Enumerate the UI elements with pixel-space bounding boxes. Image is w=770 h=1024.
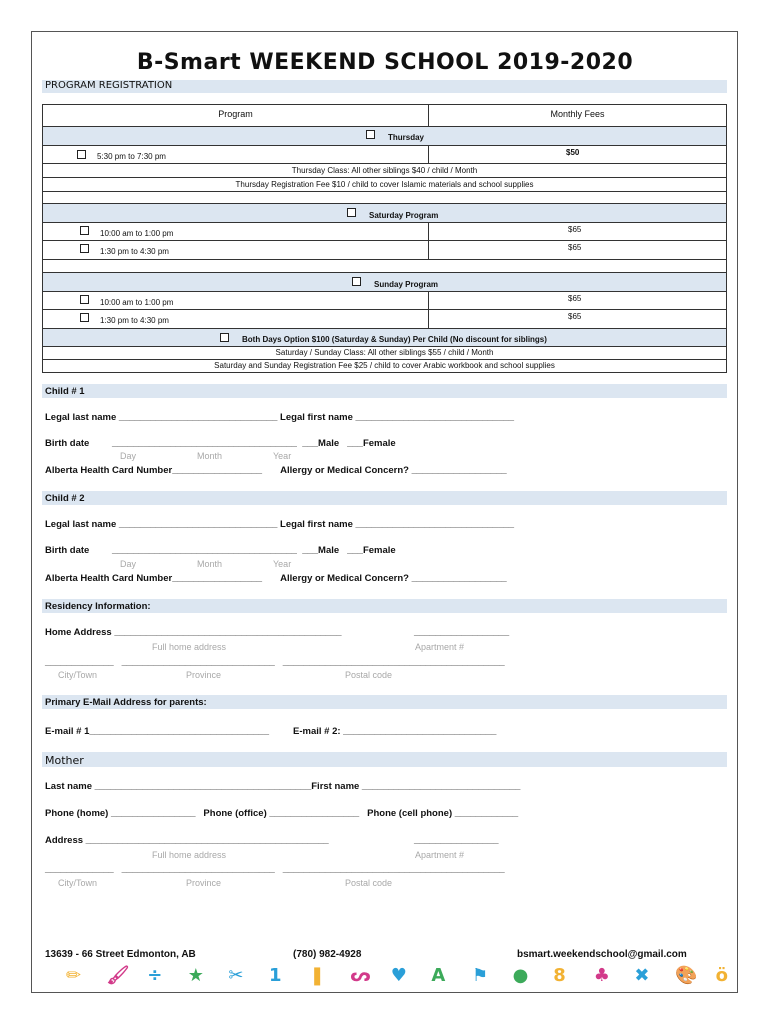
program-registration-heading: PROGRAM REGISTRATION xyxy=(45,80,173,91)
home-address-field[interactable]: Home Address ___________________________________________ xyxy=(45,627,342,638)
sunday-time2-checkbox[interactable] xyxy=(80,313,89,322)
child2-year-hint: Year xyxy=(273,559,292,569)
crayon-icon: ❚ xyxy=(309,965,325,986)
pin-icon: ♣ xyxy=(593,965,610,986)
sunday-fee1: $65 xyxy=(568,294,582,303)
header-program: Program xyxy=(218,109,253,119)
scissors-icon: ✂ xyxy=(228,965,244,986)
mother-heading: Mother xyxy=(45,754,84,767)
saturday-time2: 1:30 pm to 4:30 pm xyxy=(100,247,169,256)
sunday-time2: 1:30 pm to 4:30 pm xyxy=(100,316,169,325)
squiggle-icon: ᔕ xyxy=(350,965,371,986)
saturday-fee1: $65 xyxy=(568,225,582,234)
thursday-note-siblings: Thursday Class: All other siblings $40 / child / Month xyxy=(291,166,478,175)
province-hint: Province xyxy=(186,670,222,680)
both-days-note-siblings: Saturday / Sunday Class: All other siblings $55 / child / Month xyxy=(275,348,494,357)
footer-email[interactable]: bsmart.weekendschool@gmail.com xyxy=(517,949,687,960)
thursday-fee: $50 xyxy=(566,148,580,157)
header-monthly-fees: Monthly Fees xyxy=(550,109,605,119)
mother-apartment-hint: Apartment # xyxy=(415,850,465,860)
apple-icon: ● xyxy=(512,965,529,986)
heart-icon: ♥ xyxy=(390,965,407,986)
sunday-label: Sunday Program xyxy=(374,280,439,289)
paintbrush-icon: 🖌 xyxy=(106,965,130,986)
child2-name-fields[interactable]: Legal last name ______________________________ Legal first name ______________________________ xyxy=(45,519,515,530)
child1-year-hint: Year xyxy=(273,451,292,461)
full-home-address-hint: Full home address xyxy=(152,642,227,652)
child2-month-hint: Month xyxy=(197,559,223,569)
saturday-checkbox[interactable] xyxy=(347,208,356,217)
thursday-note-registration: Thursday Registration Fee $10 / child to cover Islamic materials and school supplies xyxy=(235,180,534,189)
star-icon: ★ xyxy=(187,965,204,986)
apartment-hint: Apartment # xyxy=(415,642,465,652)
residency-heading: Residency Information: xyxy=(45,601,151,612)
child2-day-hint: Day xyxy=(120,559,137,569)
thursday-time-checkbox[interactable] xyxy=(77,150,86,159)
cross-icon: ✖ xyxy=(634,965,650,986)
child1-birth-field[interactable]: ___________________________________ ___Male ___Female xyxy=(112,438,396,449)
child1-name-fields[interactable]: Legal last name ______________________________ Legal first name ______________________________ xyxy=(45,412,515,423)
mother-name-fields[interactable]: Last name _________________________________________First name ______________________________ xyxy=(45,781,521,792)
both-days-note-registration: Saturday and Sunday Registration Fee $25 / child to cover Arabic workbook and school supplies xyxy=(214,361,555,370)
mother-apartment-field[interactable]: ________________ xyxy=(414,835,499,846)
footer-phone: (780) 982-4928 xyxy=(293,949,362,960)
thursday-time: 5:30 pm to 7:30 pm xyxy=(97,152,166,161)
child2-health-fields[interactable]: Alberta Health Card Number_________________ Allergy or Medical Concern? __________________ xyxy=(45,573,507,584)
postal-code-hint: Postal code xyxy=(345,670,393,680)
child1-heading: Child # 1 xyxy=(45,386,85,397)
both-days-checkbox[interactable] xyxy=(220,333,229,342)
thursday-checkbox[interactable] xyxy=(366,130,375,139)
sunday-time1-checkbox[interactable] xyxy=(80,295,89,304)
email1-field[interactable]: E-mail # 1__________________________________ xyxy=(45,726,269,737)
child1-month-hint: Month xyxy=(197,451,223,461)
divide-icon: ÷ xyxy=(147,965,163,986)
number-one-icon: 1 xyxy=(269,965,282,986)
child1-health-fields[interactable]: Alberta Health Card Number_________________ Allergy or Medical Concern? __________________ xyxy=(45,465,507,476)
sunday-time1: 10:00 am to 1:00 pm xyxy=(100,298,174,307)
email-heading: Primary E-Mail Address for parents: xyxy=(45,697,207,708)
flag-icon: ⚑ xyxy=(472,965,489,986)
child2-birth-label: Birth date xyxy=(45,545,90,556)
email2-field[interactable]: E-mail # 2: _____________________________ xyxy=(293,726,497,737)
mother-province-hint: Province xyxy=(186,878,222,888)
mother-band xyxy=(42,752,727,767)
letter-o-umlaut-icon: ö xyxy=(715,965,728,986)
mother-address-field[interactable]: Address ______________________________________________ xyxy=(45,835,329,846)
palette-icon: 🎨 xyxy=(675,965,698,986)
pencil-icon: ✏ xyxy=(66,965,82,986)
saturday-time1: 10:00 am to 1:00 pm xyxy=(100,229,174,238)
sunday-fee2: $65 xyxy=(568,312,582,321)
sunday-checkbox[interactable] xyxy=(352,277,361,286)
child2-birth-field[interactable]: ___________________________________ ___Male ___Female xyxy=(112,545,396,556)
page-title: B-Smart WEEKEND SCHOOL 2019-2020 xyxy=(136,50,634,75)
apartment-field[interactable]: __________________ xyxy=(414,627,510,638)
page-border xyxy=(31,31,738,993)
saturday-fee2: $65 xyxy=(568,243,582,252)
mother-city-hint: City/Town xyxy=(58,878,98,888)
mother-phone-fields[interactable]: Phone (home) ________________ Phone (office) _________________ Phone (cell phone) ____________ xyxy=(45,808,519,819)
child2-heading: Child # 2 xyxy=(45,493,85,504)
saturday-time1-checkbox[interactable] xyxy=(80,226,89,235)
saturday-label: Saturday Program xyxy=(369,211,439,220)
city-province-postal-fields[interactable]: _____________ _____________________________ __________________________________________ xyxy=(45,657,505,668)
child1-birth-label: Birth date xyxy=(45,438,90,449)
footer-address: 13639 - 66 Street Edmonton, AB xyxy=(45,949,196,960)
child2-band xyxy=(42,491,727,505)
saturday-time2-checkbox[interactable] xyxy=(80,244,89,253)
mother-postal-hint: Postal code xyxy=(345,878,393,888)
child1-day-hint: Day xyxy=(120,451,137,461)
number-eight-icon: 8 xyxy=(553,965,566,986)
city-hint: City/Town xyxy=(58,670,98,680)
mother-full-home-hint: Full home address xyxy=(152,850,227,860)
child1-band xyxy=(42,384,727,398)
letter-a-icon: A xyxy=(431,965,446,986)
both-days-label: Both Days Option $100 (Saturday & Sunday) Per Child (No discount for siblings) xyxy=(242,335,547,344)
mother-city-province-postal-fields[interactable]: _____________ _____________________________ __________________________________________ xyxy=(45,864,505,875)
thursday-label: Thursday xyxy=(388,133,425,142)
